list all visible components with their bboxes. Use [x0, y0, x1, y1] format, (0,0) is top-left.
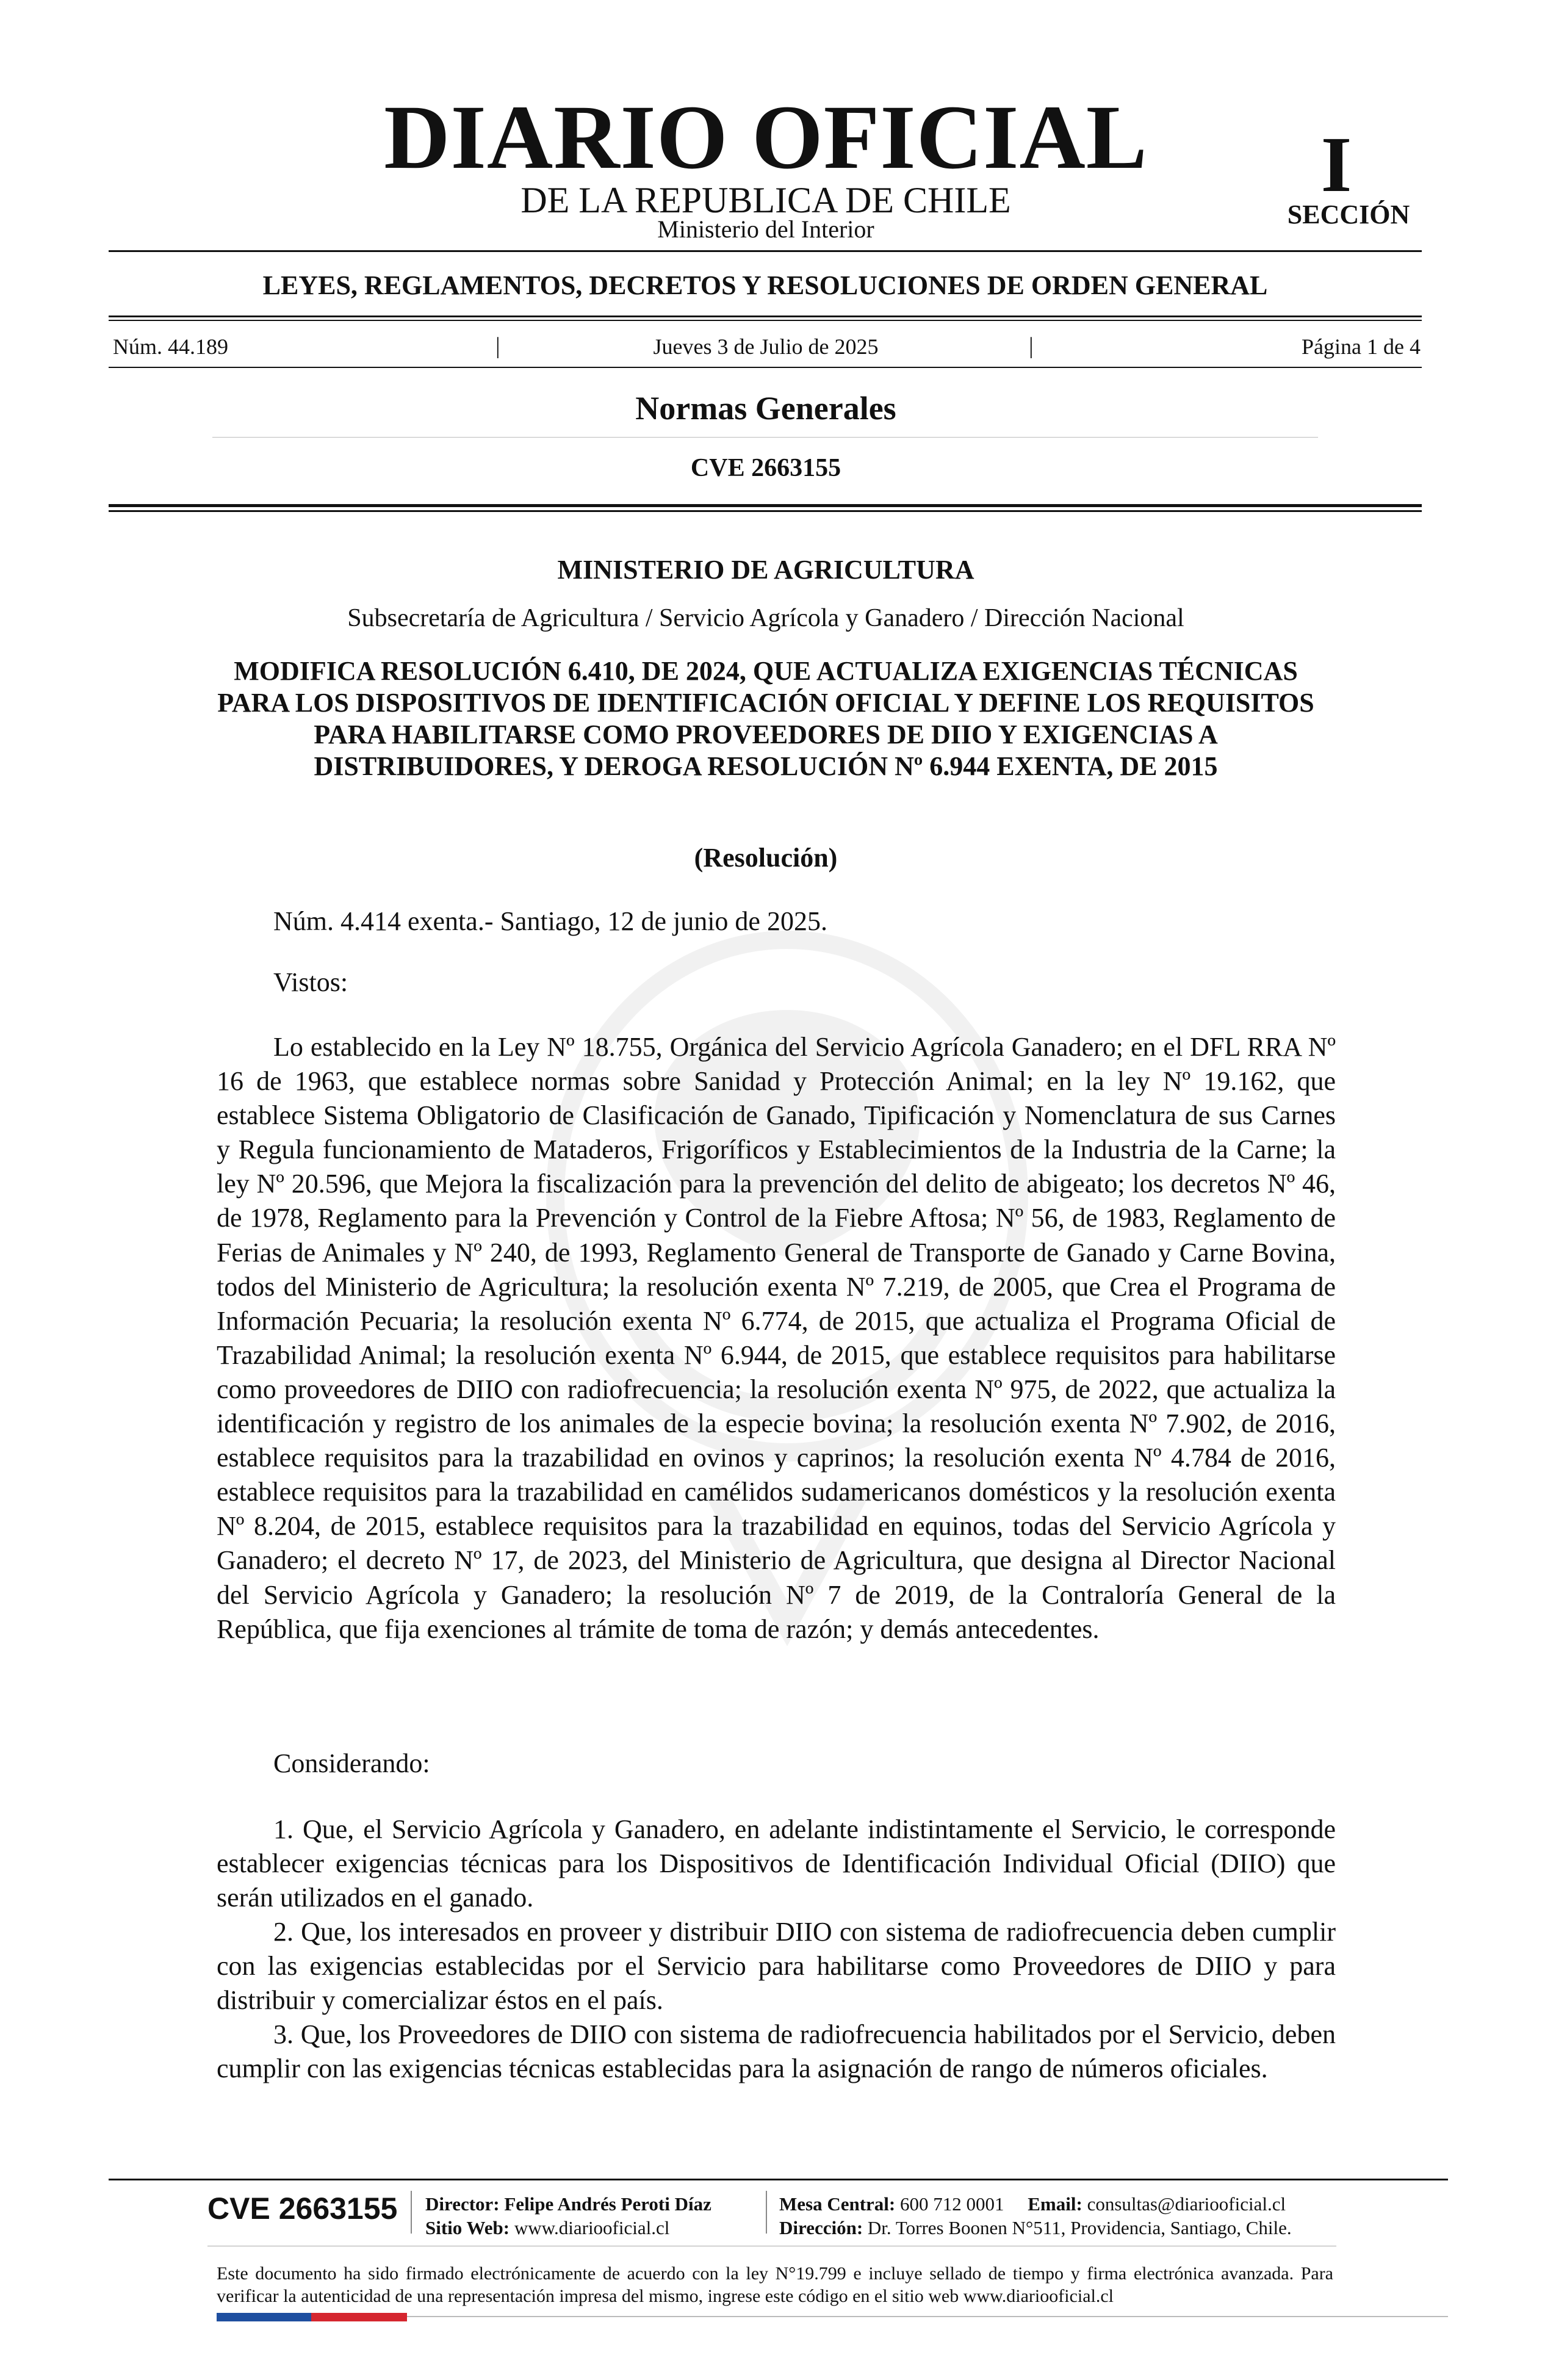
divider — [109, 250, 1422, 252]
footer-cve-code: CVE 2663155 — [207, 2191, 398, 2226]
website-link[interactable]: www.diariooficial.cl — [514, 2217, 670, 2238]
flag-red-segment — [311, 2313, 407, 2321]
flag-color-bar — [217, 2313, 407, 2321]
divider — [109, 320, 1422, 321]
subject-header: LEYES, REGLAMENTOS, DECRETOS Y RESOLUCIONES DE ORDEN GENERAL — [262, 270, 1268, 300]
section-label: SECCIÓN — [1287, 200, 1410, 229]
footer-divider — [109, 2179, 1448, 2180]
address-label: Dirección: — [779, 2217, 863, 2238]
footer-address — [779, 2218, 1292, 2237]
cve-code: CVE 2663155 — [690, 454, 841, 482]
flag-blue-segment — [217, 2313, 311, 2321]
resolution-number: Núm. 4.414 exenta.- Santiago, 12 de junio de 2025. — [273, 906, 827, 936]
address-text: Dr. Torres Boonen N°511, Providencia, Santiago, Chile. — [867, 2217, 1292, 2238]
divider — [212, 437, 1318, 438]
clause-paragraph: 1. Que, el Servicio Agrícola y Ganadero, en adelante indistintamente el Servicio, le corresponde establecer exigencias técnicas para los Dispositivos de Identificación Individual Oficial (DIIO) que serán utilizados en el ganado. — [217, 1814, 1336, 1913]
footer-website — [425, 2218, 669, 2237]
divider — [109, 510, 1422, 512]
newspaper-subtitle: DE LA REPUBLICA DE CHILE — [520, 180, 1011, 220]
divider — [109, 316, 1422, 317]
phone-number: 600 712 0001 — [900, 2193, 1004, 2215]
footer-director — [425, 2194, 711, 2213]
email-label: Email: — [1028, 2193, 1082, 2215]
issue-number: Núm. 44.189 — [113, 334, 228, 359]
vistos-heading: Vistos: — [273, 967, 348, 997]
considerando-heading: Considerando: — [273, 1748, 430, 1778]
page-indicator: Página 1 de 4 — [1302, 334, 1421, 359]
section-number: I — [1320, 121, 1352, 209]
issuing-office: Subsecretaría de Agricultura / Servicio Agrícola y Ganadero / Dirección Nacional — [347, 604, 1184, 632]
director-name: Felipe Andrés Peroti Díaz — [504, 2193, 711, 2215]
issuing-ministry: MINISTERIO DE AGRICULTURA — [557, 555, 974, 585]
director-label: Director: — [425, 2193, 500, 2215]
website-label: Sitio Web: — [425, 2217, 510, 2238]
clause-paragraph: 2. Que, los interesados en proveer y distribuir DIIO con sistema de radiofrecuencia deben cumplir con las exigencias establecidas por el Servicio para habilitarse como Proveedores de DIIO y para distribuir y comercializar éstos en el país. — [217, 1917, 1336, 2016]
divider — [109, 504, 1422, 507]
norm-type-heading: Normas Generales — [635, 390, 896, 427]
signature-notice: Este documento ha sido firmado electrónicamente de acuerdo con la ley N°19.799 e incluye sellado de tiempo y firma electrónica avanzada. Para verificar la autenticidad de una representación impresa del mismo, ingrese este código en el sitio web www.diariooficial.cl — [217, 2263, 1333, 2306]
issue-separator: | — [1029, 333, 1034, 359]
footer-separator — [766, 2191, 767, 2234]
issue-separator: | — [495, 333, 500, 359]
vistos-paragraph: Lo establecido en la Ley Nº 18.755, Orgánica del Servicio Agrícola Ganadero; en el DFL RRA Nº 16 de 1963, que establece normas sobre Sanidad y Protección Animal; en la ley Nº 19.162, que establece Sistema Obligatorio de Clasificación de Ganado, Tipificación y Nomenclatura de sus Carnes y Regula funcionamiento de Mataderos, Frigoríficos y Establecimientos de la Industria de la Carne; la ley Nº 20.596, que Mejora la fiscalización para la prevención del delito de abigeato; los decretos Nº 46, de 1978, Reglamento para la Prevención y Control de la Fiebre Aftosa; Nº 56, de 1983, Reglamento de Ferias de Animales y Nº 240, de 1993, Reglamento General de Transporte de Ganado y Carne Bovina, todos del Ministerio de Agricultura; la resolución exenta Nº 7.219, de 2005, que Crea el Programa de Información Pecuaria; la resolución exenta Nº 6.774, de 2015, que actualiza el Programa Oficial de Trazabilidad Animal; la resolución exenta Nº 6.944, de 2015, que establece requisitos para habilitarse como proveedores de DIIO con radiofrecuencia; la resolución exenta Nº 975, de 2022, que actualiza la identificación y registro de los animales de la especie bovina; la resolución exenta Nº 7.902, de 2016, establece requisitos para la trazabilidad en ovinos y caprinos; la resolución exenta Nº 4.784 de 2016, establece requisitos para la trazabilidad en camélidos sudamericanos domésticos y la resolución exenta Nº 8.204, de 2015, establece requisitos para la trazabilidad en equinos, todas del Servicio Agrícola y Ganadero; el decreto Nº 17, de 2023, del Ministerio de Agricultura, que designa al Director Nacional del Servicio Agrícola y Ganadero; la resolución Nº 7 de 2019, de la Contraloría General de la República, que fija exenciones al trámite de toma de razón; y demás antecedentes. — [217, 1032, 1336, 1644]
divider — [109, 367, 1422, 368]
phone-label: Mesa Central: — [779, 2193, 896, 2215]
email-link[interactable]: consultas@diariooficial.cl — [1087, 2193, 1286, 2215]
footer-divider — [407, 2316, 1448, 2317]
newspaper-title: DIARIO OFICIAL — [384, 87, 1148, 188]
issue-date: Jueves 3 de Julio de 2025 — [653, 334, 879, 359]
resolution-label: (Resolución) — [694, 843, 838, 873]
clause-paragraph: 3. Que, los Proveedores de DIIO con sistema de radiofrecuencia habilitados por el Servicio, deben cumplir con las exigencias técnicas establecidas para la asignación de rango de números oficiales. — [217, 2019, 1336, 2084]
footer-contact — [779, 2194, 1286, 2213]
footer-separator — [411, 2191, 412, 2234]
resolution-title: MODIFICA RESOLUCIÓN 6.410, DE 2024, QUE ACTUALIZA EXIGENCIAS TÉCNICAS PARA LOS DISPOSITIVOS DE IDENTIFICACIÓN OFICIAL Y DEFINE LOS REQUISITOS PARA HABILITARSE COMO PROVEEDORES DE DIIO Y EXIGENCIAS A DISTRIBUIDORES, Y DEROGA RESOLUCIÓN Nº 6.944 EXENTA, DE 2015 — [217, 656, 1314, 781]
publisher-ministry: Ministerio del Interior — [657, 215, 874, 243]
